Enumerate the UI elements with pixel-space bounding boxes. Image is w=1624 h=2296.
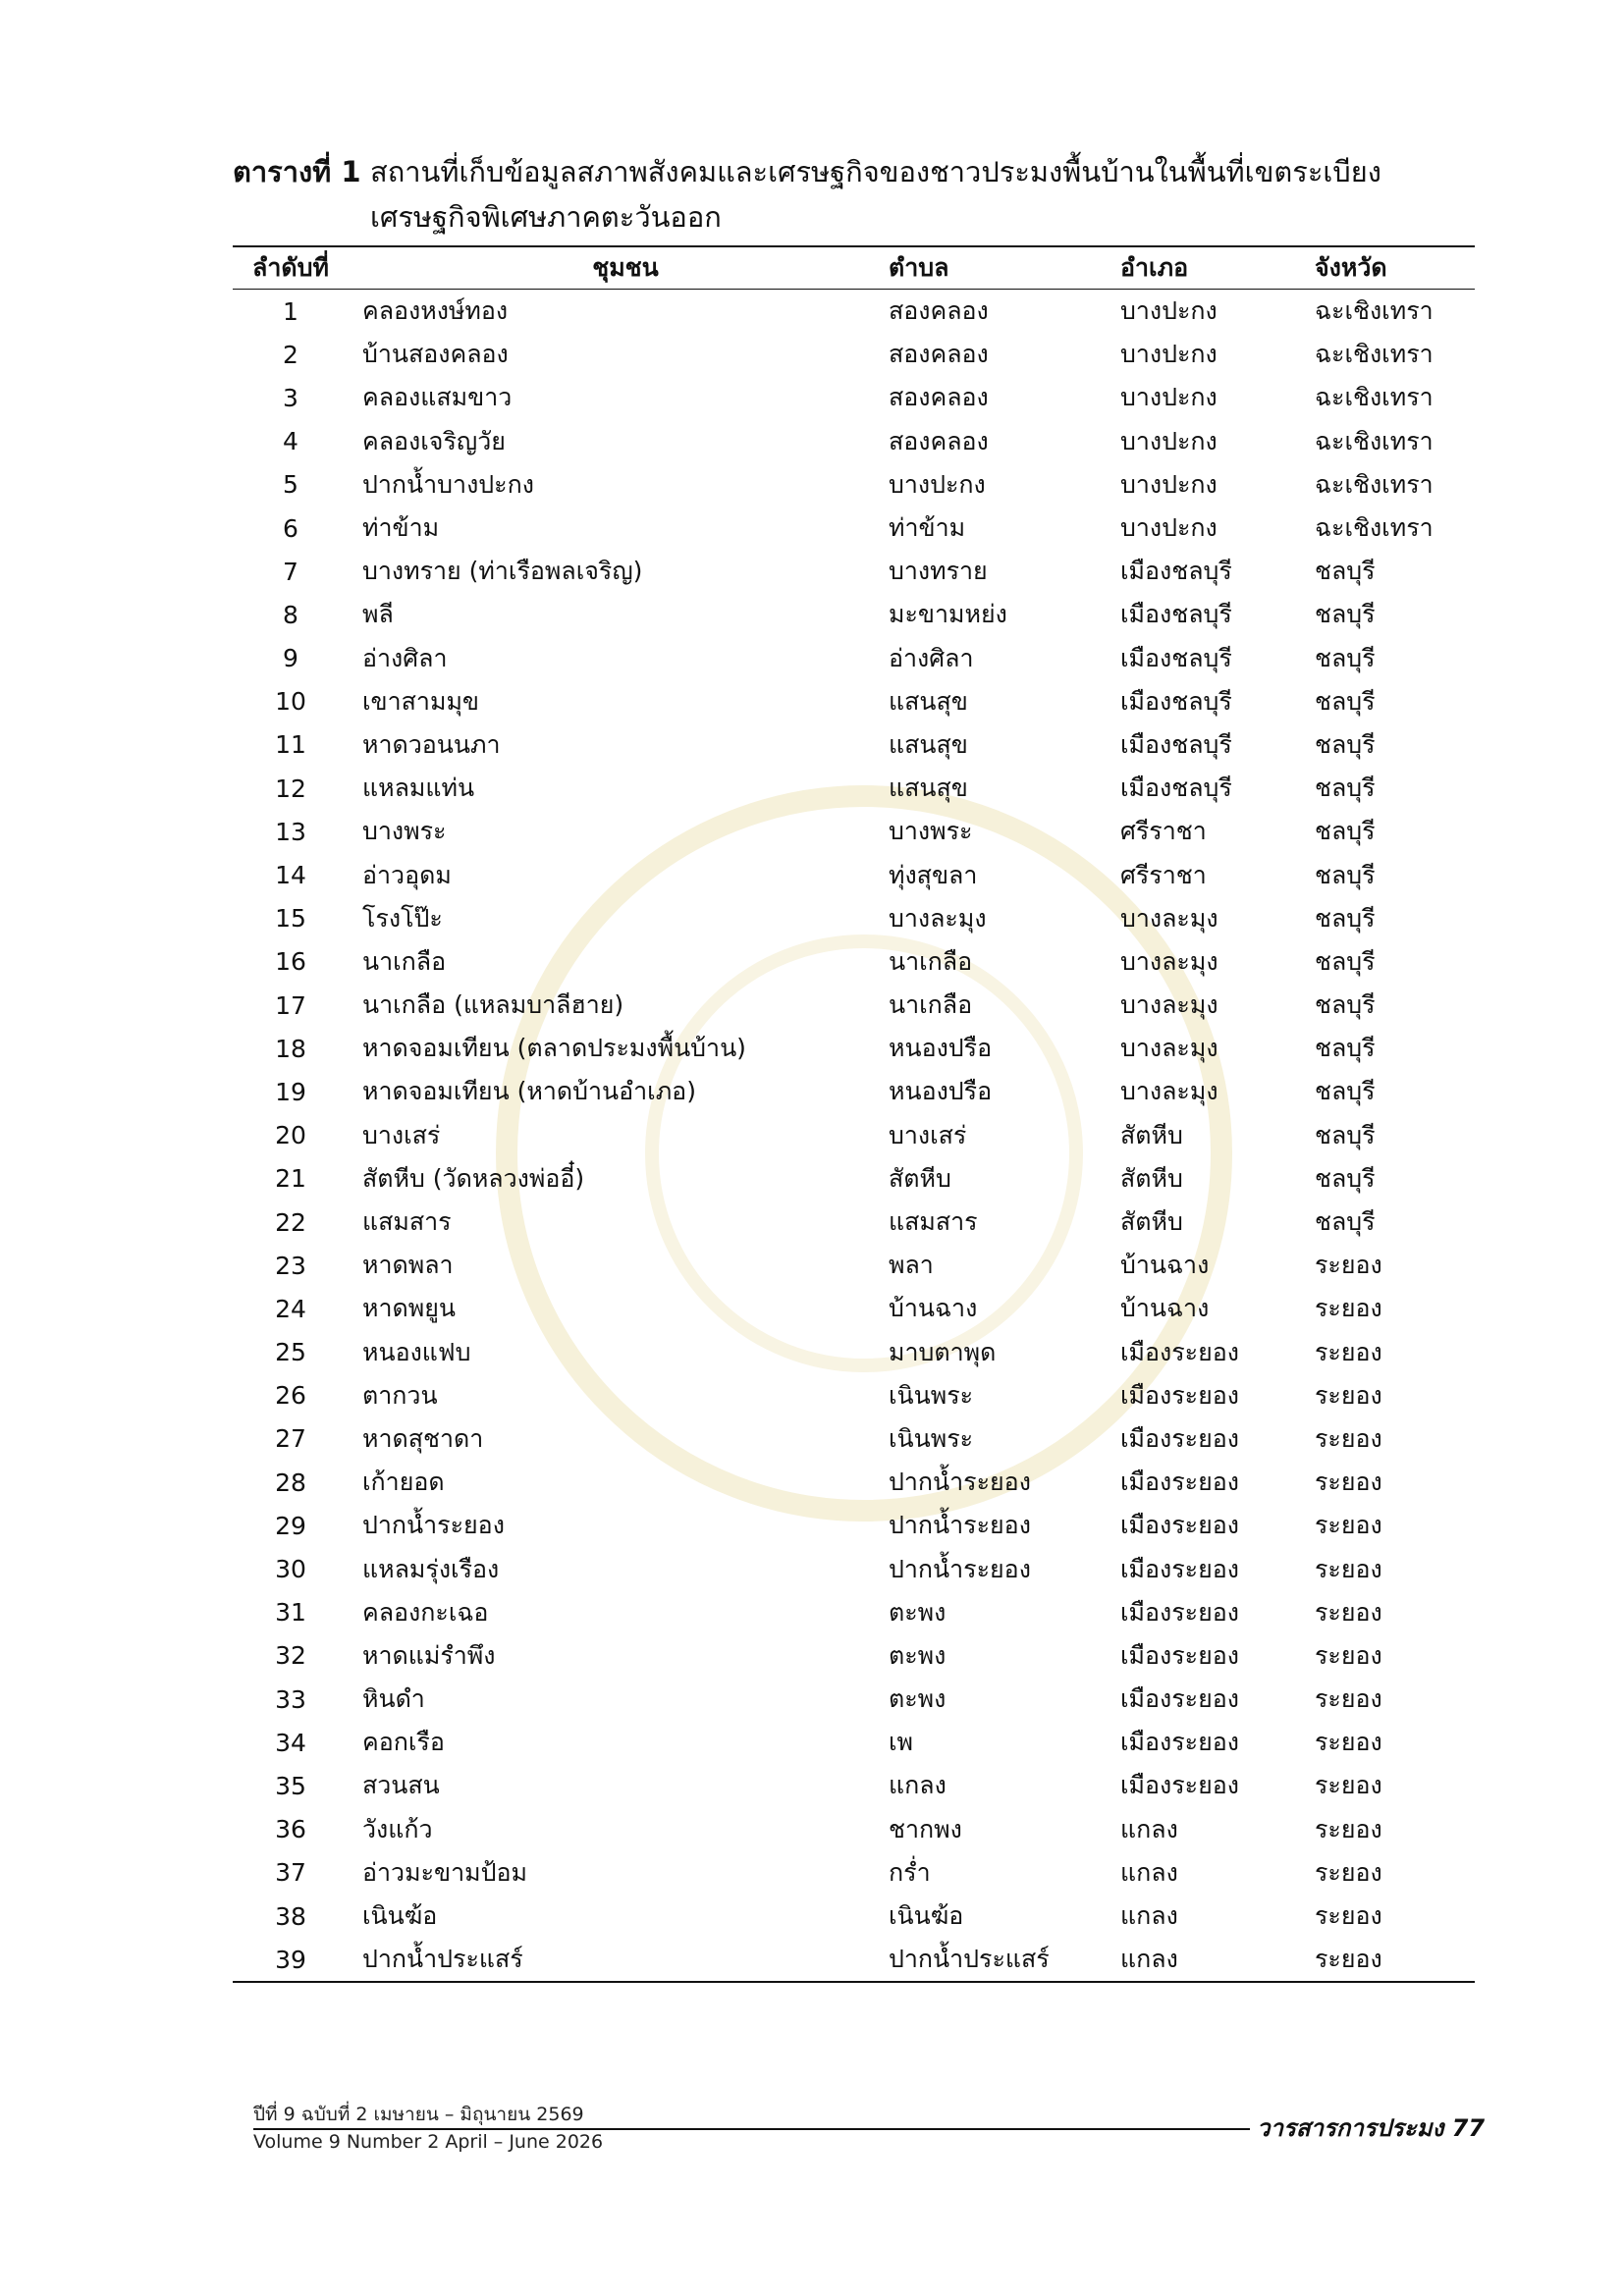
cell-community: หินดำ [362, 1684, 425, 1714]
table-row [233, 1114, 1475, 1157]
cell-province: ชลบุรี [1315, 903, 1376, 933]
cell-order: 29 [275, 1511, 306, 1540]
cell-order: 24 [275, 1294, 306, 1323]
table-row [233, 333, 1475, 376]
cell-district: เมืองชลบุรี [1120, 643, 1232, 672]
table-row [233, 1764, 1475, 1807]
cell-district: ศรีราชา [1120, 817, 1207, 846]
cell-community: คลองแสมขาว [362, 383, 513, 412]
cell-district: สัตหีบ [1120, 1207, 1183, 1237]
cell-province: ระยอง [1315, 1728, 1382, 1757]
cell-district: เมืองระยอง [1120, 1511, 1239, 1540]
cell-district: เมืองระยอง [1120, 1597, 1239, 1627]
table-row [233, 1721, 1475, 1764]
cell-subdistrict: บางเสร่ [889, 1120, 967, 1149]
cell-community: บางทราย (ท่าเรือพลเจริญ) [362, 557, 643, 586]
english-issue-line: Volume 9 Number 2 April – June 2026 [253, 2131, 604, 2153]
cell-order: 27 [275, 1424, 306, 1454]
cell-community: คลองกะเฉอ [362, 1597, 489, 1627]
cell-district: บางปะกง [1120, 383, 1218, 412]
cell-subdistrict: เนินพระ [889, 1380, 974, 1410]
cell-district: เมืองระยอง [1120, 1771, 1239, 1800]
cell-order: 26 [275, 1381, 306, 1411]
cell-province: ชลบุรี [1315, 946, 1376, 976]
cell-community: เก้ายอด [362, 1468, 445, 1497]
table-row [233, 767, 1475, 810]
cell-district: บางละมุง [1120, 946, 1218, 976]
table-row [233, 463, 1475, 507]
cell-order: 5 [283, 470, 298, 500]
caption-label: ตารางที่ 1 [233, 155, 361, 188]
table-row [233, 1070, 1475, 1113]
table-row [233, 593, 1475, 636]
cell-district: เมืองระยอง [1120, 1640, 1239, 1670]
table-row [233, 1157, 1475, 1201]
cell-district: แกลง [1120, 1857, 1178, 1887]
header-subdistrict: ตำบล [889, 246, 1120, 290]
cell-community: นาเกลือ (แหลมบาลีฮาย) [362, 990, 624, 1020]
cell-province: ชลบุรี [1315, 1207, 1376, 1237]
cell-community: หาดจอมเทียน (ตลาดประมงพื้นบ้าน) [362, 1034, 746, 1063]
table-row [233, 940, 1475, 984]
cell-order: 14 [275, 861, 306, 890]
cell-community: สวนสน [362, 1771, 440, 1800]
fishing-community-table [233, 245, 1475, 1983]
cell-province: ระยอง [1315, 1857, 1382, 1887]
header-district: อำเภอ [1120, 246, 1315, 290]
cell-subdistrict: บางปะกง [889, 469, 986, 499]
cell-order: 23 [275, 1251, 306, 1280]
table-row [233, 1678, 1475, 1721]
cell-subdistrict: ปากน้ำระยอง [889, 1554, 1031, 1583]
table-row [233, 1331, 1475, 1374]
cell-subdistrict: นาเกลือ [889, 946, 973, 976]
cell-community: ปากน้ำบางปะกง [362, 469, 534, 499]
cell-district: บางละมุง [1120, 1077, 1218, 1106]
cell-district: สัตหีบ [1120, 1120, 1183, 1149]
cell-community: บางเสร่ [362, 1120, 441, 1149]
cell-order: 32 [275, 1641, 306, 1671]
table-header-row [233, 246, 1475, 290]
cell-community: หาดแม่รำพึง [362, 1640, 496, 1670]
cell-community: แสมสาร [362, 1207, 452, 1237]
cell-province: ชลบุรี [1315, 1077, 1376, 1106]
cell-community: หาดพยูน [362, 1294, 456, 1323]
table-row [233, 1417, 1475, 1461]
cell-province: ฉะเชิงเทรา [1315, 340, 1434, 369]
cell-province: ชลบุรี [1315, 557, 1376, 586]
cell-district: เมืองระยอง [1120, 1728, 1239, 1757]
cell-community: ตากวน [362, 1380, 438, 1410]
cell-district: บางละมุง [1120, 1034, 1218, 1063]
cell-community: เนินฆ้อ [362, 1901, 438, 1931]
cell-province: ชลบุรี [1315, 774, 1376, 803]
table-row [233, 290, 1475, 334]
cell-province: ระยอง [1315, 1597, 1382, 1627]
cell-province: ระยอง [1315, 1901, 1382, 1931]
cell-subdistrict: สัตหีบ [889, 1163, 951, 1193]
cell-district: เมืองชลบุรี [1120, 557, 1232, 586]
cell-district: บางละมุง [1120, 903, 1218, 933]
cell-district: บางปะกง [1120, 513, 1218, 543]
cell-community: คลองเจริญวัย [362, 426, 506, 455]
cell-province: ชลบุรี [1315, 686, 1376, 716]
cell-community: ปากน้ำประแสร์ [349, 1938, 889, 1982]
table-row [233, 507, 1475, 550]
table-row [233, 680, 1475, 723]
cell-community: บางพระ [362, 817, 447, 846]
cell-province: ฉะเชิงเทรา [1315, 469, 1434, 499]
cell-province: ระยอง [1315, 1640, 1382, 1670]
table-row [233, 723, 1475, 767]
cell-subdistrict: ตะพง [889, 1640, 947, 1670]
cell-province: ชลบุรี [1315, 729, 1376, 759]
table-row [233, 420, 1475, 463]
cell-order: 30 [275, 1555, 306, 1584]
cell-subdistrict: พลา [889, 1251, 934, 1280]
cell-community: หาดวอนนภา [362, 729, 501, 759]
cell-subdistrict: ปากน้ำประแสร์ [889, 1938, 1120, 1982]
cell-district: บางปะกง [1120, 296, 1218, 326]
cell-order: 13 [275, 817, 306, 846]
cell-community: นาเกลือ [362, 946, 447, 976]
cell-subdistrict: ตะพง [889, 1684, 947, 1714]
cell-district: เมืองระยอง [1120, 1337, 1239, 1366]
cell-district: แกลง [1120, 1814, 1178, 1843]
cell-district: บางปะกง [1120, 469, 1218, 499]
cell-subdistrict: กร่ำ [889, 1857, 931, 1887]
cell-province: ระยอง [1315, 1771, 1382, 1800]
table-row [233, 1895, 1475, 1938]
cell-province: ระยอง [1315, 1554, 1382, 1583]
table-row [233, 810, 1475, 853]
cell-order: 3 [283, 383, 298, 412]
table-row [233, 1504, 1475, 1547]
cell-subdistrict: แสนสุข [889, 774, 968, 803]
cell-subdistrict: หนองปรือ [889, 1077, 993, 1106]
cell-subdistrict: ปากน้ำระยอง [889, 1468, 1031, 1497]
cell-subdistrict: แกลง [889, 1771, 947, 1800]
cell-community: หาดจอมเทียน (หาดบ้านอำเภอ) [362, 1077, 696, 1106]
cell-order: 7 [283, 557, 298, 586]
cell-province: ชลบุรี [1315, 1163, 1376, 1193]
cell-community: คอกเรือ [362, 1728, 445, 1757]
cell-subdistrict: สองคลอง [889, 383, 989, 412]
cell-province: ชลบุรี [1315, 1120, 1376, 1149]
cell-district: เมืองระยอง [1120, 1380, 1239, 1410]
thai-issue-line: ปีที่ 9 ฉบับที่ 2 เมษายน – มิถุนายน 2569 [253, 2104, 584, 2125]
cell-subdistrict: หนองปรือ [889, 1034, 993, 1063]
cell-order: 8 [283, 600, 298, 629]
caption-text: สถานที่เก็บข้อมูลสภาพสังคมและเศรษฐกิจของชาวประมงพื้นบ้านในพื้นที่เขตระเบียงเศรษฐกิจพิเศษภาคตะวันออก [370, 155, 1381, 234]
cell-community: ท่าข้าม [362, 513, 440, 543]
table-row [233, 550, 1475, 593]
cell-order: 2 [283, 340, 298, 369]
cell-province: ชลบุรี [1315, 643, 1376, 672]
cell-subdistrict: ท่าข้าม [889, 513, 966, 543]
cell-community: อ่าวมะขามป้อม [362, 1857, 527, 1887]
cell-province: ระยอง [1315, 1938, 1475, 1982]
cell-subdistrict: บางละมุง [889, 903, 987, 933]
cell-community: สัตหีบ (วัดหลวงพ่ออี๋) [362, 1163, 585, 1193]
cell-province: ระยอง [1315, 1511, 1382, 1540]
table-body [233, 290, 1475, 1983]
cell-subdistrict: แสมสาร [889, 1207, 978, 1237]
cell-order: 25 [275, 1338, 306, 1367]
table-row [233, 637, 1475, 680]
cell-subdistrict: แสนสุข [889, 729, 968, 759]
cell-order: 39 [233, 1938, 349, 1982]
cell-community: อ่าวอุดม [362, 860, 452, 889]
table-row [233, 984, 1475, 1027]
header-province: จังหวัด [1315, 246, 1475, 290]
cell-community: เขาสามมุข [362, 686, 480, 716]
cell-order: 12 [275, 774, 306, 803]
cell-province: ระยอง [1315, 1251, 1382, 1280]
cell-order: 28 [275, 1468, 306, 1497]
cell-province: ชลบุรี [1315, 990, 1376, 1020]
cell-community: ปากน้ำระยอง [362, 1511, 505, 1540]
cell-district: บางปะกง [1120, 426, 1218, 455]
cell-order: 38 [275, 1901, 306, 1931]
cell-order: 34 [275, 1728, 306, 1757]
cell-province: ระยอง [1315, 1380, 1382, 1410]
cell-province: ระยอง [1315, 1337, 1382, 1366]
cell-subdistrict: บางพระ [889, 817, 973, 846]
cell-province: ชลบุรี [1315, 600, 1376, 629]
cell-district: เมืองระยอง [1120, 1423, 1239, 1453]
table-row [233, 1244, 1475, 1287]
cell-order: 1 [283, 296, 298, 326]
cell-community: คลองหงษ์ทอง [362, 296, 509, 326]
cell-community: หนองแฟบ [362, 1337, 471, 1366]
cell-district: บ้านฉาง [1120, 1294, 1210, 1323]
cell-order: 18 [275, 1034, 306, 1063]
cell-province: ระยอง [1315, 1468, 1382, 1497]
cell-province: ฉะเชิงเทรา [1315, 383, 1434, 412]
cell-subdistrict: ชากพง [889, 1814, 962, 1843]
table-row [233, 1547, 1475, 1590]
table-row [233, 1027, 1475, 1070]
cell-subdistrict: อ่างศิลา [889, 643, 974, 672]
table-row [233, 1634, 1475, 1678]
header-community: ชุมชน [349, 246, 889, 290]
cell-subdistrict: มะขามหย่ง [889, 600, 1007, 629]
cell-community: แหลมรุ่งเรือง [362, 1554, 500, 1583]
cell-province: ฉะเชิงเทรา [1315, 513, 1434, 543]
cell-province: ชลบุรี [1315, 860, 1376, 889]
cell-district: ศรีราชา [1120, 860, 1207, 889]
cell-order: 11 [275, 730, 306, 760]
cell-order: 37 [275, 1858, 306, 1888]
journal-page-number: วารสารการประมง 77 [1257, 2114, 1486, 2142]
cell-district: เมืองชลบุรี [1120, 600, 1232, 629]
table-row [233, 1591, 1475, 1634]
table-row [233, 1201, 1475, 1244]
table-row [233, 1851, 1475, 1895]
cell-subdistrict: ปากน้ำระยอง [889, 1511, 1031, 1540]
cell-district: เมืองชลบุรี [1120, 729, 1232, 759]
table-row [233, 1461, 1475, 1504]
cell-community: บ้านสองคลอง [362, 340, 509, 369]
cell-subdistrict: เนินฆ้อ [889, 1901, 964, 1931]
cell-subdistrict: ทุ่งสุขลา [889, 860, 978, 889]
table-row [233, 1808, 1475, 1851]
cell-subdistrict: มาบตาพุด [889, 1337, 997, 1366]
table-row [233, 1374, 1475, 1417]
cell-province: ชลบุรี [1315, 1034, 1376, 1063]
cell-subdistrict: แสนสุข [889, 686, 968, 716]
cell-community: พลี [362, 600, 394, 629]
cell-district: แกลง [1120, 1901, 1178, 1931]
cell-community: หาดพลา [362, 1251, 454, 1280]
cell-order: 31 [275, 1598, 306, 1628]
cell-district: เมืองระยอง [1120, 1684, 1239, 1714]
cell-order: 9 [283, 644, 298, 673]
cell-community: โรงโป๊ะ [362, 903, 443, 933]
table-row [233, 897, 1475, 940]
cell-community: อ่างศิลา [362, 643, 448, 672]
cell-order: 21 [275, 1164, 306, 1194]
cell-community: หาดสุชาดา [362, 1423, 484, 1453]
cell-subdistrict: เพ [889, 1728, 914, 1757]
cell-province: ระยอง [1315, 1294, 1382, 1323]
cell-order: 33 [275, 1684, 306, 1714]
cell-province: ระยอง [1315, 1684, 1382, 1714]
table-row [233, 1287, 1475, 1330]
cell-district: เมืองระยอง [1120, 1468, 1239, 1497]
cell-province: ระยอง [1315, 1814, 1382, 1843]
cell-district: เมืองชลบุรี [1120, 774, 1232, 803]
cell-district: แกลง [1120, 1938, 1315, 1982]
cell-district: บ้านฉาง [1120, 1251, 1210, 1280]
cell-district: เมืองชลบุรี [1120, 686, 1232, 716]
table-row [233, 853, 1475, 896]
cell-community: วังแก้ว [362, 1814, 433, 1843]
cell-order: 35 [275, 1771, 306, 1800]
cell-subdistrict: บ้านฉาง [889, 1294, 978, 1323]
cell-district: บางปะกง [1120, 340, 1218, 369]
cell-order: 17 [275, 990, 306, 1020]
cell-province: ฉะเชิงเทรา [1315, 426, 1434, 455]
cell-province: ชลบุรี [1315, 817, 1376, 846]
cell-subdistrict: นาเกลือ [889, 990, 973, 1020]
cell-subdistrict: สองคลอง [889, 296, 989, 326]
cell-district: บางละมุง [1120, 990, 1218, 1020]
table-row [233, 1938, 1475, 1982]
cell-subdistrict: สองคลอง [889, 340, 989, 369]
cell-subdistrict: ตะพง [889, 1597, 947, 1627]
cell-subdistrict: เนินพระ [889, 1423, 974, 1453]
cell-district: เมืองระยอง [1120, 1554, 1239, 1583]
table-row [233, 376, 1475, 419]
cell-subdistrict: สองคลอง [889, 426, 989, 455]
cell-order: 15 [275, 904, 306, 934]
cell-order: 4 [283, 427, 298, 456]
cell-province: ฉะเชิงเทรา [1315, 296, 1434, 326]
cell-order: 6 [283, 513, 298, 543]
cell-district: สัตหีบ [1120, 1163, 1183, 1193]
cell-order: 22 [275, 1207, 306, 1237]
cell-order: 20 [275, 1121, 306, 1150]
cell-community: แหลมแท่น [362, 774, 475, 803]
cell-order: 16 [275, 947, 306, 977]
cell-order: 19 [275, 1077, 306, 1106]
cell-order: 36 [275, 1815, 306, 1844]
cell-subdistrict: บางทราย [889, 557, 988, 586]
header-order: ลำดับที่ [233, 246, 349, 290]
footer-rule [253, 2128, 1250, 2130]
cell-order: 10 [275, 687, 306, 717]
cell-province: ระยอง [1315, 1423, 1382, 1453]
